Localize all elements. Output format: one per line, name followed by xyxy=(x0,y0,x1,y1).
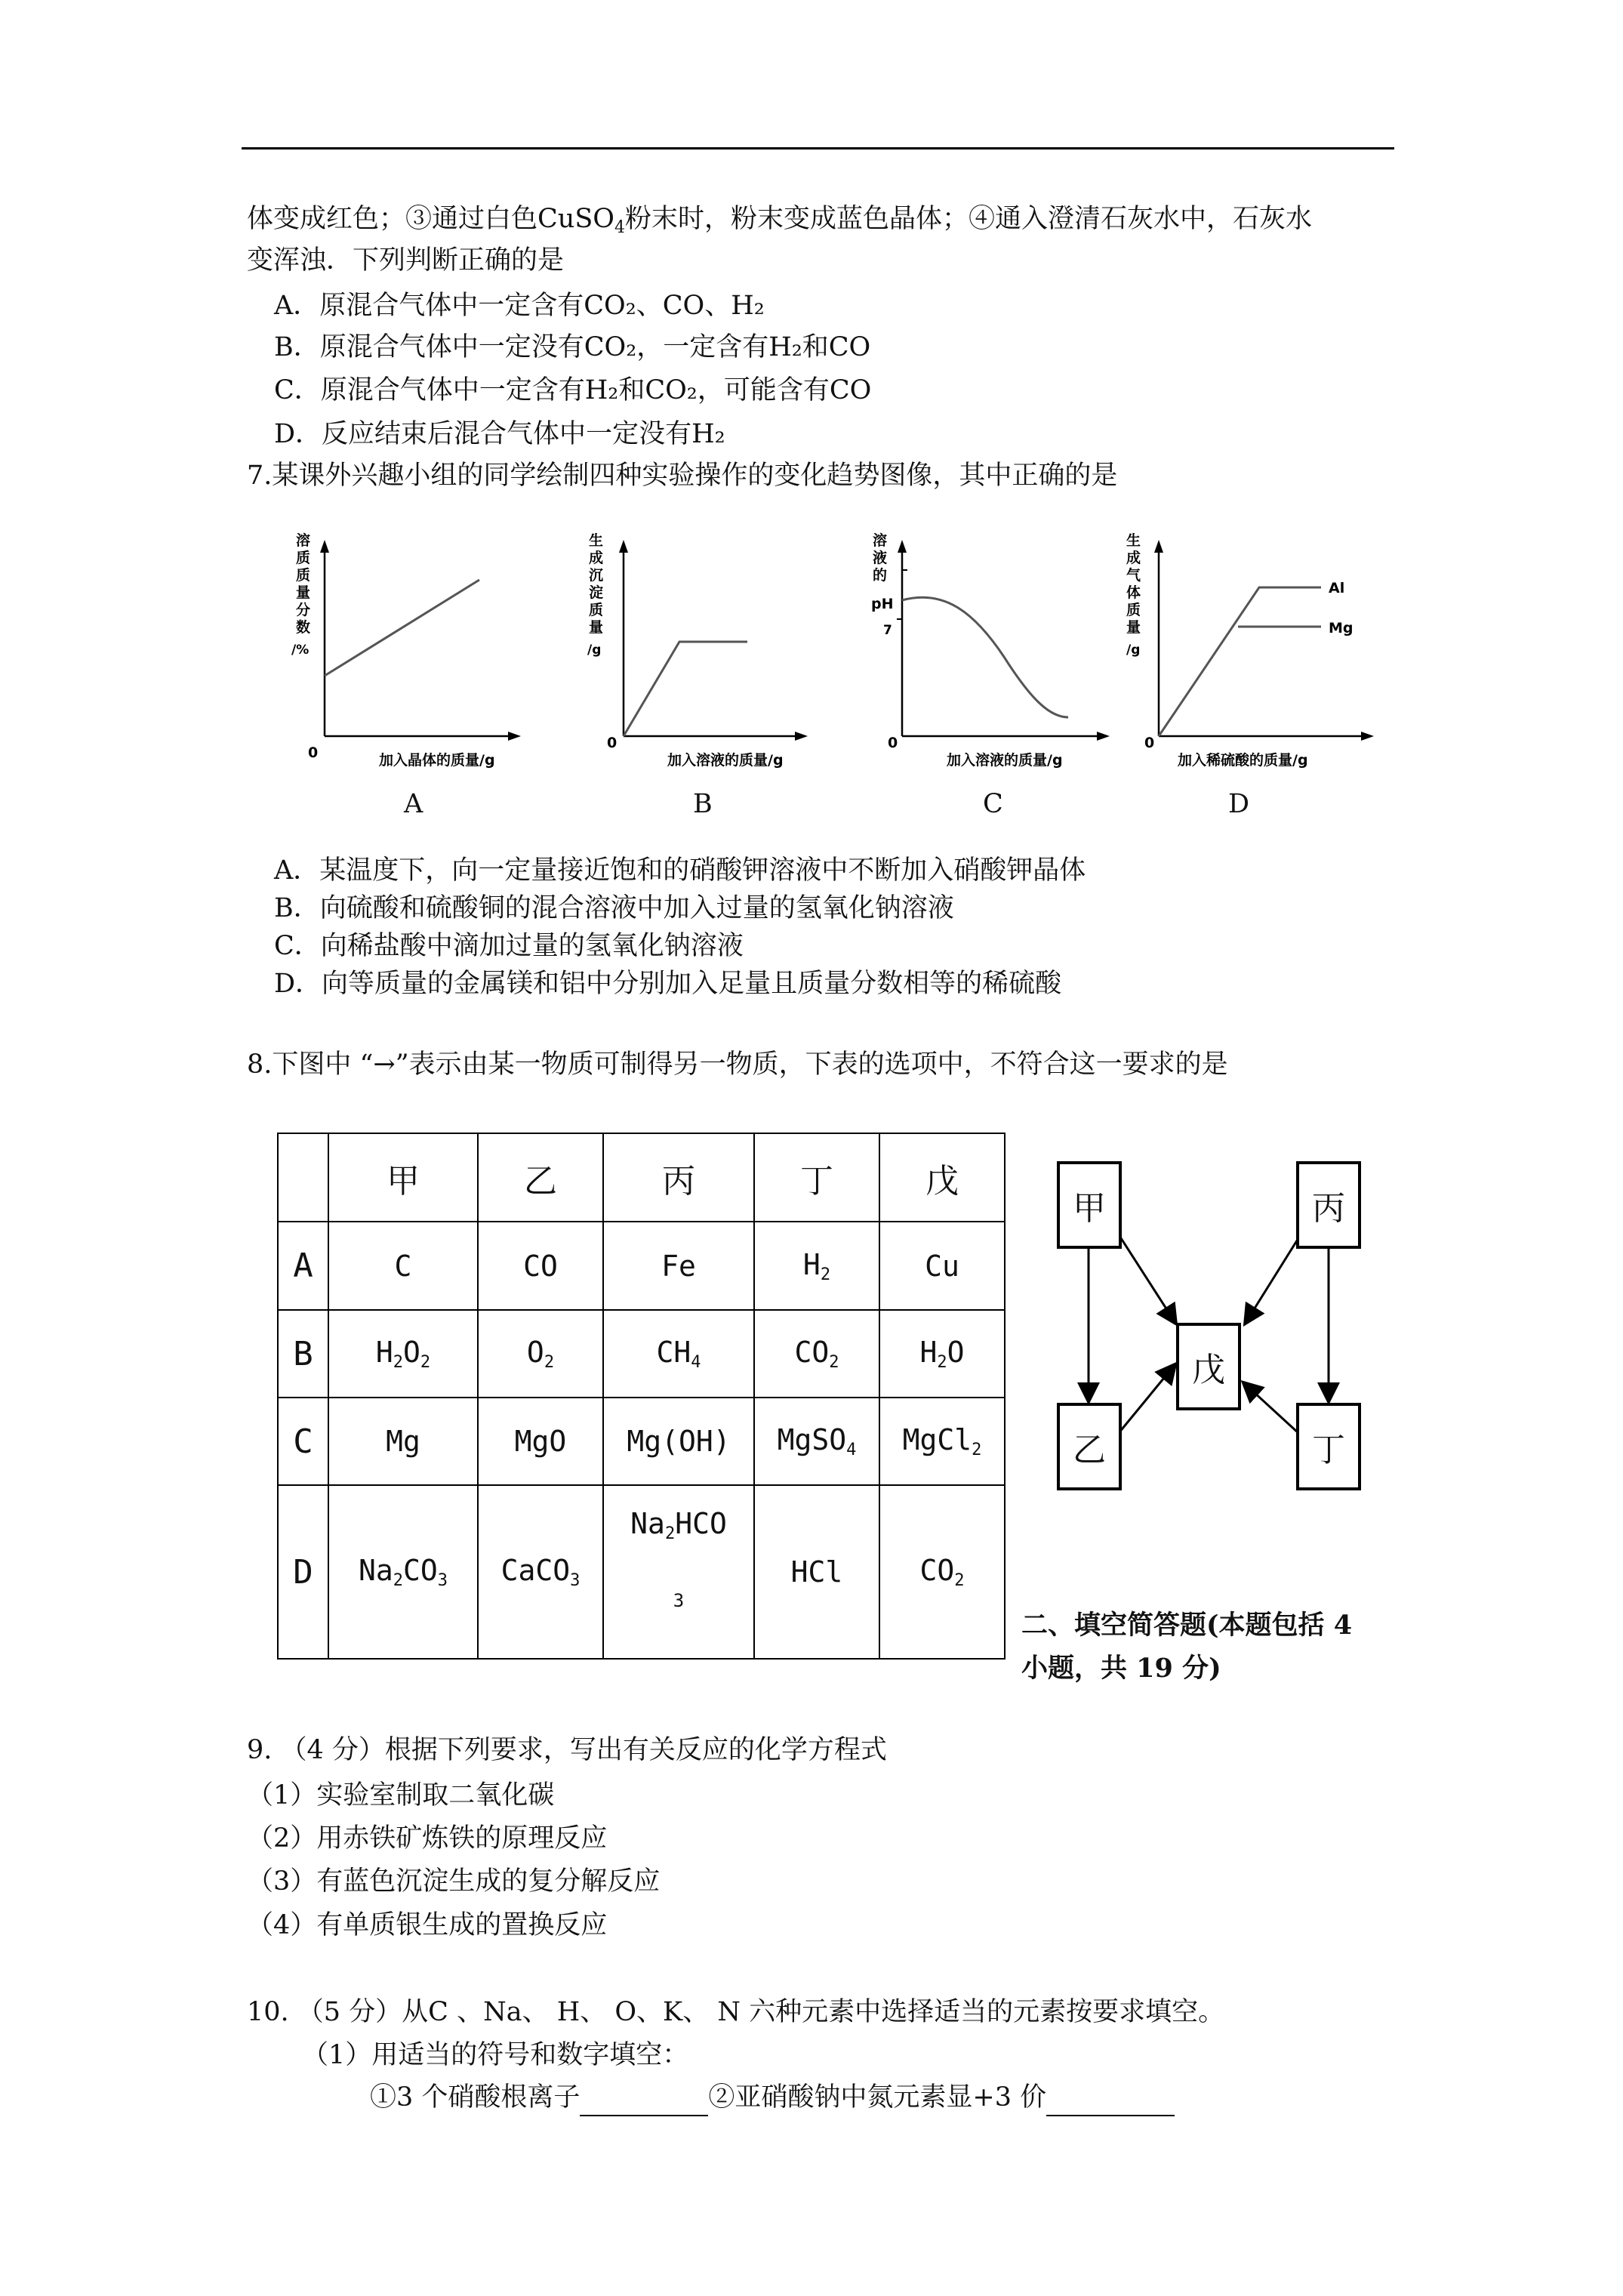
header-rule xyxy=(242,147,1394,149)
svg-text:成: 成 xyxy=(1126,550,1141,566)
q8-cell: Cu xyxy=(879,1222,1005,1310)
graph-d-line-al xyxy=(1159,587,1321,736)
graph-d-origin: 0 xyxy=(1144,735,1155,751)
q10-blanks-line xyxy=(370,2079,1175,2116)
graph-c-origin: 0 xyxy=(888,735,898,751)
svg-text:数: 数 xyxy=(296,619,311,636)
q8-col-yi: 乙 xyxy=(478,1133,603,1222)
q8-node-yi: 乙 xyxy=(1057,1403,1122,1490)
svg-text:的: 的 xyxy=(873,567,888,584)
q7-option-a: A．某温度下，向一定量接近饱和的硝酸钾溶液中不断加入硝酸钾晶体 xyxy=(274,855,1086,886)
q8-header-row xyxy=(278,1133,1005,1222)
graph-c-curve xyxy=(902,597,1068,717)
q8-node-wu: 戊 xyxy=(1176,1323,1241,1410)
q6-line1 xyxy=(247,200,1312,247)
q8-cell: Mg xyxy=(328,1398,478,1485)
graph-c-x-arrow xyxy=(1097,732,1110,741)
q6-option-b: B．原混合气体中一定没有CO₂，一定含有H₂和CO xyxy=(274,332,871,362)
q8-cell: C xyxy=(328,1222,478,1310)
q10-sub1: （1）用适当的符号和数字填空： xyxy=(302,2040,689,2070)
q8-cell: $CH_4$ xyxy=(603,1310,754,1398)
graph-d-caption: D xyxy=(1228,789,1250,819)
graph-b-xlabel: 加入溶液的质量/g xyxy=(667,752,784,769)
svg-text:生: 生 xyxy=(1126,532,1141,549)
svg-text:气: 气 xyxy=(1126,567,1141,584)
q8-cell: MgCl$_2$ xyxy=(879,1398,1005,1485)
graph-d-x-arrow xyxy=(1361,732,1374,741)
q10-stem: 10. （5 分）从C 、Na、 H、 O、K、 N 六种元素中选择适当的元素按要求填空。 xyxy=(247,1997,1225,2027)
svg-text:/g: /g xyxy=(1126,643,1141,658)
graph-b-x-arrow xyxy=(795,732,808,741)
svg-text:/%: /% xyxy=(291,643,310,658)
graph-b-origin: 0 xyxy=(607,735,617,751)
svg-text:体: 体 xyxy=(1126,584,1141,601)
q10-answer-blank-1[interactable] xyxy=(580,2088,708,2116)
q8-col-bing: 丙 xyxy=(603,1133,754,1222)
q8-col-ding: 丁 xyxy=(754,1133,879,1222)
svg-text:量: 量 xyxy=(1126,619,1141,636)
q8-row-d xyxy=(278,1485,1005,1659)
graph-a-x-arrow xyxy=(508,732,521,741)
section2-heading-line2: 小题，共 19 分) xyxy=(1021,1653,1221,1684)
q8-corner-cell xyxy=(278,1133,328,1222)
graph-d-y-arrow xyxy=(1154,540,1163,553)
q10-blank1-label: ①3 个硝酸根离子 xyxy=(370,2082,581,2113)
q10-blank2-label: ②亚硝酸钠中氮元素显+3 价 xyxy=(708,2082,1047,2113)
graph-a-ylabel xyxy=(291,532,310,658)
q8-cell: HCl xyxy=(754,1485,879,1659)
graph-c-ylabel xyxy=(871,532,894,612)
graph-c-y-arrow xyxy=(898,540,907,553)
q8-cell: $Na_2CO_3$ xyxy=(328,1485,478,1659)
q9-stem: 9. （4 分）根据下列要求，写出有关反应的化学方程式 xyxy=(247,1735,887,1765)
q8-cell: CaCO$_3$ xyxy=(478,1485,603,1659)
q9-item-3: （3）有蓝色沉淀生成的复分解反应 xyxy=(247,1866,661,1897)
q8-row-label: D xyxy=(278,1485,328,1659)
graph-a xyxy=(279,529,528,773)
q9-item-1: （1）实验室制取二氧化碳 xyxy=(247,1780,555,1811)
q8-row-label: A xyxy=(278,1222,328,1310)
graph-b-line xyxy=(624,642,747,736)
svg-text:生: 生 xyxy=(589,532,604,549)
svg-text:量: 量 xyxy=(296,584,311,601)
q8-cell: MgSO$_4$ xyxy=(754,1398,879,1485)
svg-text:沉: 沉 xyxy=(589,567,604,584)
svg-text:质: 质 xyxy=(1126,602,1141,618)
q8-cell: Fe xyxy=(603,1222,754,1310)
q7-option-b: B．向硫酸和硫酸铜的混合溶液中加入过量的氢氧化钠溶液 xyxy=(274,893,954,923)
graph-d-ylabel xyxy=(1126,532,1141,658)
q8-cell: MgO xyxy=(478,1398,603,1485)
q8-col-jia: 甲 xyxy=(328,1133,478,1222)
svg-text:质: 质 xyxy=(296,567,311,584)
q8-cell: $CO_2$ xyxy=(754,1310,879,1398)
q6-option-d: D．反应结束后混合气体中一定没有H₂ xyxy=(274,419,725,449)
q6-line2: 变浑浊．下列判断正确的是 xyxy=(247,245,565,276)
q8-cell: $Na_2HCO$ 3 xyxy=(603,1485,754,1659)
graph-a-xlabel: 加入晶体的质量/g xyxy=(379,752,495,769)
q8-node-bing: 丙 xyxy=(1296,1161,1361,1249)
graph-a-y-arrow xyxy=(320,540,329,553)
svg-text:溶: 溶 xyxy=(296,532,311,549)
q7-option-c: C．向稀盐酸中滴加过量的氢氧化钠溶液 xyxy=(274,931,744,961)
q8-row-label: C xyxy=(278,1398,328,1485)
svg-text:pH: pH xyxy=(871,596,894,612)
graph-c-caption: C xyxy=(983,789,1003,819)
q8-col-wu: 戊 xyxy=(879,1133,1005,1222)
graph-b-caption: B xyxy=(693,789,713,819)
q7-stem: 7.某课外兴趣小组的同学绘制四种实验操作的变化趋势图像，其中正确的是 xyxy=(247,461,1118,491)
q10-answer-blank-2[interactable] xyxy=(1046,2088,1175,2116)
graph-d-legend-mg: Mg xyxy=(1329,620,1354,636)
q8-row-c xyxy=(278,1398,1005,1485)
graph-b-ylabel xyxy=(587,532,603,658)
q8-stem: 8.下图中 “→”表示由某一物质可制得另一物质，下表的选项中，不符合这一要求的是 xyxy=(247,1049,1228,1080)
svg-text:分: 分 xyxy=(296,602,311,618)
q8-cell: $CO_2$ xyxy=(879,1485,1005,1659)
svg-text:/g: /g xyxy=(587,643,602,658)
q9-item-4: （4）有单质银生成的置换反应 xyxy=(247,1910,608,1940)
q8-cell: CO xyxy=(478,1222,603,1310)
q8-node-jia: 甲 xyxy=(1057,1161,1122,1249)
q9-item-2: （2）用赤铁矿炼铁的原理反应 xyxy=(247,1823,608,1854)
graph-d-xlabel: 加入稀硫酸的质量/g xyxy=(1178,752,1308,769)
q8-node-ding: 丁 xyxy=(1296,1403,1361,1490)
graph-a-line xyxy=(325,580,479,676)
q6-line1-subscript: 4 xyxy=(614,218,625,237)
svg-text:成: 成 xyxy=(589,550,604,566)
q8-cell: $H_2$ xyxy=(754,1222,879,1310)
q8-table xyxy=(277,1133,1006,1660)
q8-cell: $H_2O_2$ xyxy=(328,1310,478,1398)
q8-cell: Mg(OH) xyxy=(603,1398,754,1485)
graph-d-legend-al: Al xyxy=(1329,580,1345,596)
graph-c-xlabel: 加入溶液的质量/g xyxy=(947,752,1063,769)
svg-text:量: 量 xyxy=(589,619,604,636)
svg-text:质: 质 xyxy=(296,550,311,566)
q6-option-c: C．原混合气体中一定含有H₂和CO₂，可能含有CO xyxy=(274,375,872,405)
svg-text:淀: 淀 xyxy=(589,584,604,601)
graph-b xyxy=(574,529,823,773)
graph-c xyxy=(861,529,1125,773)
graph-c-tick-7: 7 xyxy=(883,623,892,638)
q8-cell: $O_2$ xyxy=(478,1310,603,1398)
graph-a-caption: A xyxy=(404,789,423,819)
q6-line1-part-a: 体变成红色；③通过白色CuSO xyxy=(247,204,614,234)
graph-b-y-arrow xyxy=(619,540,628,553)
section2-heading-line1: 二、填空简答题(本题包括 4 xyxy=(1021,1610,1353,1641)
q6-option-a: A．原混合气体中一定含有CO₂、CO、H₂ xyxy=(274,291,765,321)
graph-d xyxy=(1117,529,1389,773)
q6-line1-part-b: 粉末时，粉末变成蓝色晶体；④通入澄清石灰水中，石灰水 xyxy=(625,204,1313,234)
q7-option-d: D．向等质量的金属镁和铝中分别加入足量且质量分数相等的稀硫酸 xyxy=(274,969,1062,999)
q8-row-a xyxy=(278,1222,1005,1310)
svg-text:质: 质 xyxy=(589,602,604,618)
q8-row-b xyxy=(278,1310,1005,1398)
q8-cell: $H_2O$ xyxy=(879,1310,1005,1398)
svg-text:溶: 溶 xyxy=(873,532,888,549)
svg-text:液: 液 xyxy=(873,550,888,566)
q8-wrapped-subscript: 3 xyxy=(673,1590,685,1611)
graph-a-origin: 0 xyxy=(308,744,319,761)
q8-row-label: B xyxy=(278,1310,328,1398)
